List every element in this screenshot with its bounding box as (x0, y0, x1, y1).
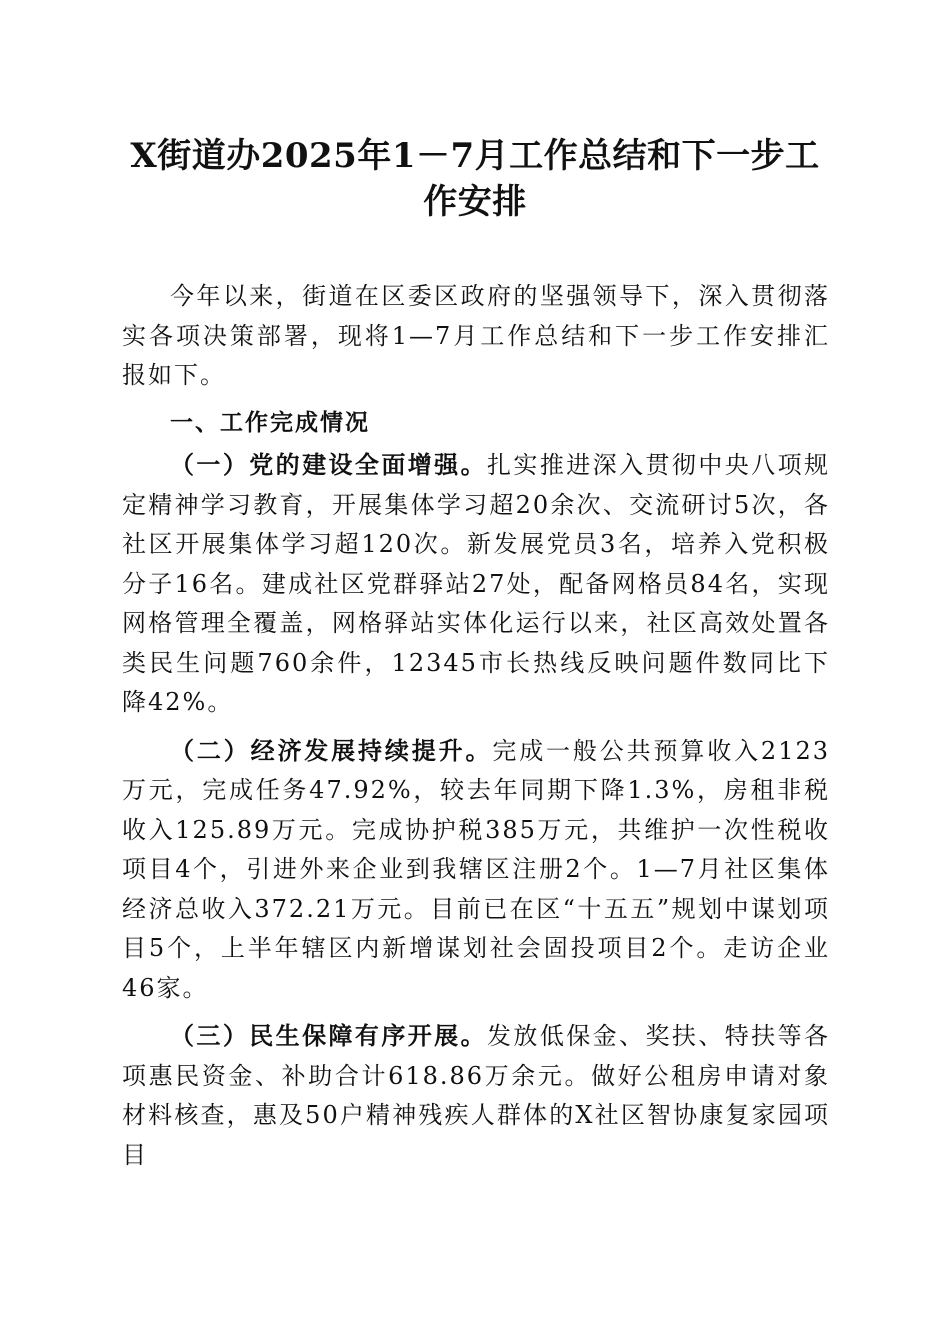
item-lead-2: （二）经济发展持续提升。 (170, 735, 493, 765)
item-text-1: 扎实推进深入贯彻中央八项规定精神学习教育，开展集体学习超20余次、交流研讨5次，各社区开展集体学习超120次。新发展党员3名，培养入党积极分子16名。建成社区党群驿站27处，配备网格员84名，实现网格管理全覆盖，网格驿站实体化运行以来，社区高效处置各类民生问题760余件，12345市长热线反映问题件数同比下降42%。 (122, 451, 830, 716)
intro-paragraph: 今年以来，街道在区委区政府的坚强领导下，深入贯彻落实各项决策部署，现将1—7月工作总结和下一步工作安排汇报如下。 (122, 282, 830, 389)
document-title (100, 133, 850, 225)
item-lead-1: （一）党的建设全面增强。 (170, 450, 487, 479)
item-lead-3: （三）民生保障有序开展。 (170, 1021, 487, 1050)
document-title-line1: X街道办2025年1－7月工作总结和下一步工 (130, 136, 820, 176)
item-paragraph-3 (122, 1016, 830, 1175)
document-body (122, 277, 830, 1183)
item-paragraph-1 (122, 445, 830, 723)
item-paragraph-2 (122, 731, 830, 1009)
section-heading: 一、工作完成情况 (170, 409, 370, 436)
item-text-3: 发放低保金、奖扶、特扶等各项惠民资金、补助合计618.86万余元。做好公租房申请对象材料核查，惠及50户精神残疾人群体的X社区智协康复家园项目 (122, 1022, 830, 1169)
item-text-2: 完成一般公共预算收入2123万元，完成任务47.92%，较去年同期下降1.3%，房租非税收入125.89万元。完成协护税385万元，共维护一次性税收项目4个，引进外来企业到我辖区注册2个。1—7月社区集体经济总收入372.21万元。目前已在区“十五五”规划中谋划项目5个，上半年辖区内新增谋划社会固投项目2个。走访企业46家。 (122, 736, 831, 1002)
document-title-line2: 作安排 (423, 182, 527, 222)
